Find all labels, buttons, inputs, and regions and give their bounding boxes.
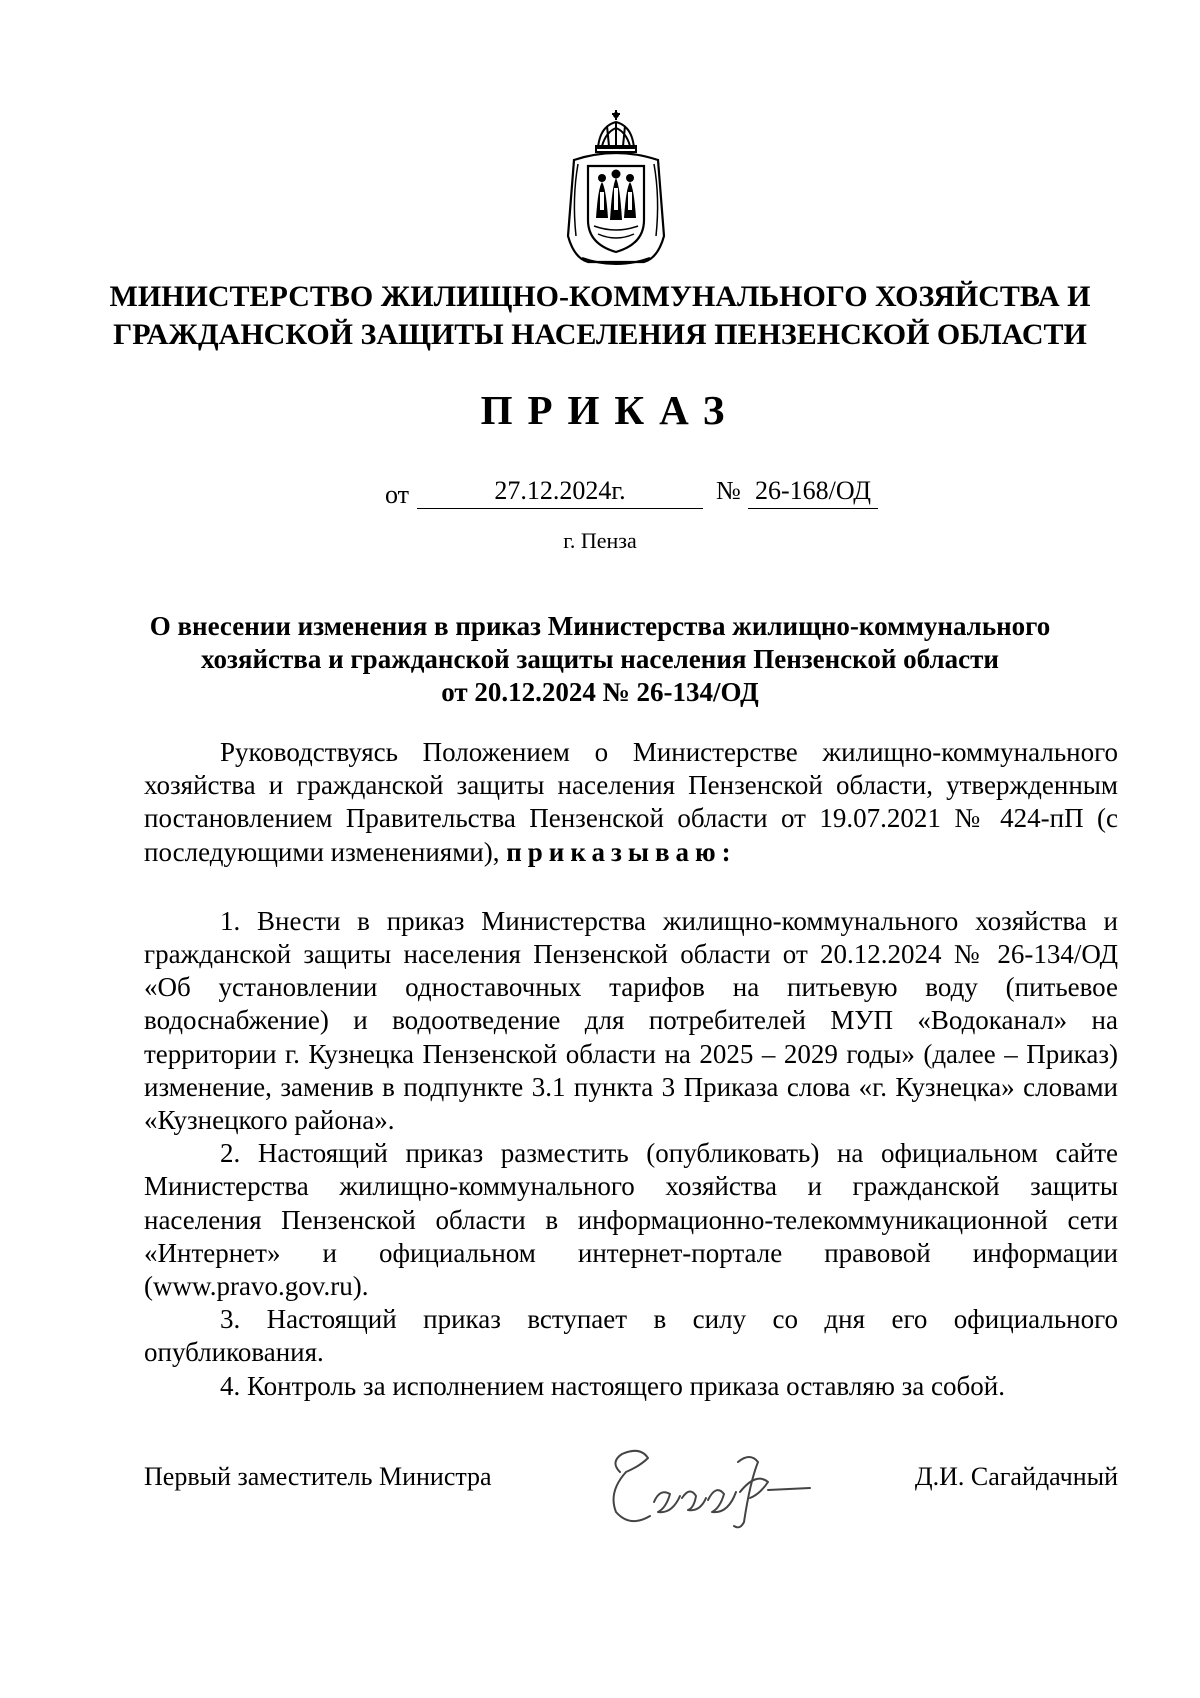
coat-of-arms-icon — [560, 108, 672, 270]
handwritten-signature-image — [600, 1432, 850, 1532]
item-4-paragraph: 4. Контроль за исполнением настоящего приказа оставляю за собой. — [220, 1370, 1005, 1401]
document-subject — [130, 610, 1070, 709]
document-number: 26-168/ОД — [748, 476, 878, 509]
item-2-paragraph: 2. Настоящий приказ разместить (опубликовать) на официальном сайте Министерства жилищно-коммунального хозяйства и гражданской защиты населения Пензенской области в информационно-телекоммуникационной сети «Интернет» и официальном интернет-портале правовой информации (www.pravo.gov.ru). — [144, 1138, 1118, 1302]
preamble-paragraph — [144, 736, 1118, 869]
subject-line2: хозяйства и гражданской защиты населения Пензенской области — [201, 644, 999, 674]
preamble-emphasis: приказываю: — [506, 836, 737, 867]
item-3-paragraph: 3. Настоящий приказ вступает в силу со дня его официального опубликования. — [144, 1304, 1118, 1368]
document-date: 27.12.2024г. — [417, 476, 703, 509]
document-type-title: ПРИКАЗ — [480, 387, 740, 433]
signature-block — [0, 1432, 1200, 1552]
number-prefix: № — [716, 476, 741, 505]
subject-line1: О внесении изменения в приказ Министерства жилищно-коммунального — [149, 611, 1051, 641]
document-body — [144, 736, 1118, 1403]
document-city: г. Пенза — [563, 528, 637, 553]
item-1-paragraph: 1. Внести в приказ Министерства жилищно-коммунального хозяйства и гражданской защиты населения Пензенской области от 20.12.2024 № 26-134/ОД «Об установлении одноставочных тарифов на питьевую воду (питьевое водоснабжение) и водоотведение для потребителей МУП «Водоканал» на территории г. Кузнецка Пензенской области на 2025 – 2029 годы» (далее – Приказ) изменение, заменив в подпункте 3.1 пункта 3 Приказа слова «г. Кузнецка» словами «Кузнецкого района». — [144, 905, 1118, 1136]
subject-line3: от 20.12.2024 № 26-134/ОД — [441, 677, 759, 707]
signer-position: Первый заместитель Министра — [144, 1462, 492, 1491]
ministry-name — [100, 278, 1100, 354]
date-prefix: от — [385, 480, 410, 509]
preamble-text: Руководствуясь Положением о Министерстве жилищно-коммунального хозяйства и гражданской защиты населения Пензенской области, утвержденным постановлением Правительства Пензенской области от 19.07.2021 № 424-пП (с последующими изменениями), — [144, 737, 1118, 867]
ministry-name-line1: МИНИСТЕРСТВО ЖИЛИЩНО-КОММУНАЛЬНОГО ХОЗЯЙСТВА И — [109, 280, 1091, 313]
document-date-number-row — [0, 476, 1200, 516]
signer-name: Д.И. Сагайдачный — [914, 1462, 1118, 1491]
ministry-name-line2: ГРАЖДАНСКОЙ ЗАЩИТЫ НАСЕЛЕНИЯ ПЕНЗЕНСКОЙ ОБЛАСТИ — [113, 318, 1087, 351]
